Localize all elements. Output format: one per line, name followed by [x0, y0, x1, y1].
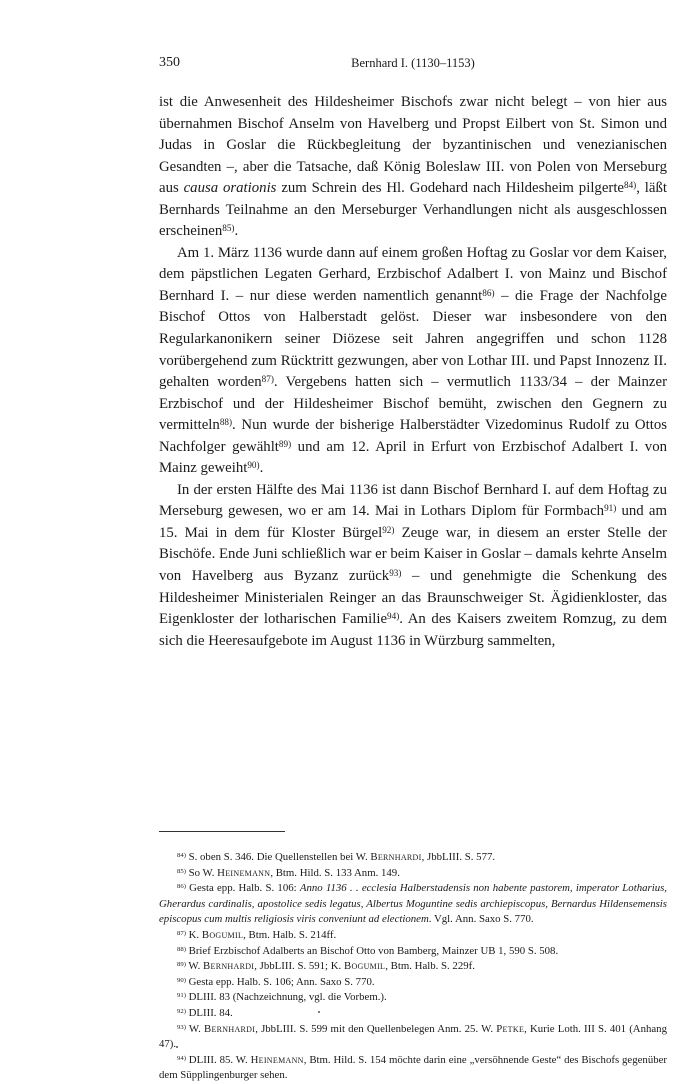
footnote-88: $^{88)}$ Brief Erzbischof Adalberts an Bischof Otto von Bamberg, Mainzer UB 1, 590 S. 508.: [177, 944, 559, 957]
footnote-ref-93[interactable]: 93): [389, 567, 402, 578]
page-header: [159, 55, 667, 75]
footnote-84: $^{84)}$ S. oben S. 346. Die Quellenstellen bei W. Bernhardi, JbbLIII. S. 577.: [177, 851, 496, 863]
footnote-ref-91[interactable]: 91): [604, 503, 617, 514]
paragraph-1: ist die Anwesenheit des Hildesheimer Bischofs zwar nicht belegt – von hier aus übernahmen Bischof Anselm von Havelberg und Propst Eilbert von St. Simon und Judas in Goslar die Rückbegleitung der byzantinischen und venezianischen Gesandten –, aber die Tatsache, daß König Boleslaw III. von Polen von Merseburg aus causa orationis zum Schrein des Hl. Godehard nach Hildesheim pilgerte$^{84)}$, läßt Bernhards Teilnahme an den Merseburger Verhandlungen nicht als ausgeschlossen erscheinen$^{85)}$.: [159, 94, 667, 240]
footnote-93: $^{93)}$ W. Bernhardi, JbbLIII. S. 599 mit den Quellenbelegen Anm. 25. W. Petke, Kurie Loth. III S. 401 (Anhang 47).: [159, 1022, 667, 1051]
footnote-ref-86[interactable]: 86): [482, 287, 495, 298]
footnote-ref-87[interactable]: 87): [261, 373, 274, 384]
scan-speck: [318, 1011, 320, 1013]
footnote-92: $^{92)}$ DLIII. 84.: [177, 1006, 233, 1019]
page-number: 350: [159, 55, 180, 70]
footnote-87: $^{87)}$ K. Bogumil, Btm. Halb. S. 214ff.: [177, 928, 337, 941]
running-head: Bernhard I. (1130–1153): [351, 56, 475, 70]
footnote-ref-88[interactable]: 88): [219, 417, 233, 428]
main-text: [159, 92, 667, 652]
footnote-86: $^{86)}$ Gesta epp. Halb. S. 106: Anno 1136 . . ecclesia Halberstadensis non habente pastorem, imperator Lotharius, Gherardus cardinalis, apostolice sedis legatus, Albertus Moguntine sedis archiepiscopus, Bernardus Hildensemensis episcopus cum multis religiosis viris conveniunt ad electionem. Vgl. Ann. Saxo S. 770.: [159, 882, 667, 926]
footnote-91: $^{91)}$ DLIII. 83 (Nachzeichnung, vgl. die Vorbem.).: [177, 991, 387, 1004]
paragraph-3: In der ersten Hälfte des Mai 1136 ist dann Bischof Bernhard I. auf dem Hoftag zu Merseburg gewesen, wo er am 14. Mai in Lothars Diplom für Formbach$^{91)}$ und am 15. Mai in dem für Kloster Bürgel$^{92)}$ Zeuge war, in diesem an erster Stelle der Bischöfe. Ende Juni schließlich war er beim Kaiser in Goslar – damals kehrte Anselm von Havelberg aus Byzanz zurück$^{93)}$ – und genehmigte die Schenkung des Hildesheimer Ministerialen Reinger an das Braunschweiger St. Ägidienkloster, das Eigenkloster der lotharischen Familie$^{94)}$. An des Kaisers zweitem Romzug, zu dem sich die Heeresaufgebote im August 1136 in Würzburg sammelten,: [159, 481, 668, 649]
footnote-divider: [159, 831, 285, 832]
footnote-ref-92[interactable]: 92): [382, 524, 395, 535]
footnote-90: $^{90)}$ Gesta epp. Halb. S. 106; Ann. Saxo S. 770.: [177, 975, 375, 988]
scan-speck: [176, 1046, 178, 1048]
footnote-ref-85[interactable]: 85): [222, 223, 235, 234]
footnote-89: $^{89)}$ W. Bernhardi, JbbLIII. S. 591; K. Bogumil, Btm. Halb. S. 229f.: [177, 960, 475, 973]
footnote-94: $^{94)}$ DLIII. 85. W. Heinemann, Btm. Hild. S. 154 möchte darin eine „versöhnende Geste“ des Bischofs gegenüber dem Süpplingenburger sehen.: [159, 1053, 668, 1082]
footnote-85: $^{85)}$ So W. Heinemann, Btm. Hild. S. 133 Anm. 149.: [177, 866, 400, 879]
paragraph-2: Am 1. März 1136 wurde dann auf einem großen Hoftag zu Goslar vor dem Kaiser, dem päpstlichen Legaten Gerhard, Erzbischof Adalbert I. von Mainz und Bischof Bernhard I. – nur diese werden namentlich genannt$^{86)}$ – die Frage der Nachfolge Bischof Ottos von Halberstadt gelöst. Dieser war insbesondere von den Regularkanonikern seiner Diözese seit Jahren angegriffen und schon 1128 vorübergehend zum Rücktritt gezwungen, aber von Lothar III. und Papst Innozenz II. gehalten worden$^{87)}$. Vergebens hatten sich – vermutlich 1133/34 – der Mainzer Erzbischof und der Hildesheimer Bischof bemüht, zwischen den Gegnern zu vermitteln$^{88)}$. Nun wurde der bisherige Halberstädter Vizedominus Rudolf zu Ottos Nachfolger gewählt$^{89)}$ und am 12. April in Erfurt von Erzbischof Adalbert I. von Mainz geweiht$^{90)}$.: [159, 244, 667, 477]
footnote-ref-89[interactable]: 89): [278, 438, 292, 449]
footnote-ref-90[interactable]: 90): [247, 460, 260, 471]
footnotes: [159, 850, 667, 1084]
footnote-ref-84[interactable]: 84): [624, 180, 637, 191]
emphasis: causa orationis: [183, 180, 277, 197]
footnote-ref-94[interactable]: 94): [387, 611, 400, 621]
